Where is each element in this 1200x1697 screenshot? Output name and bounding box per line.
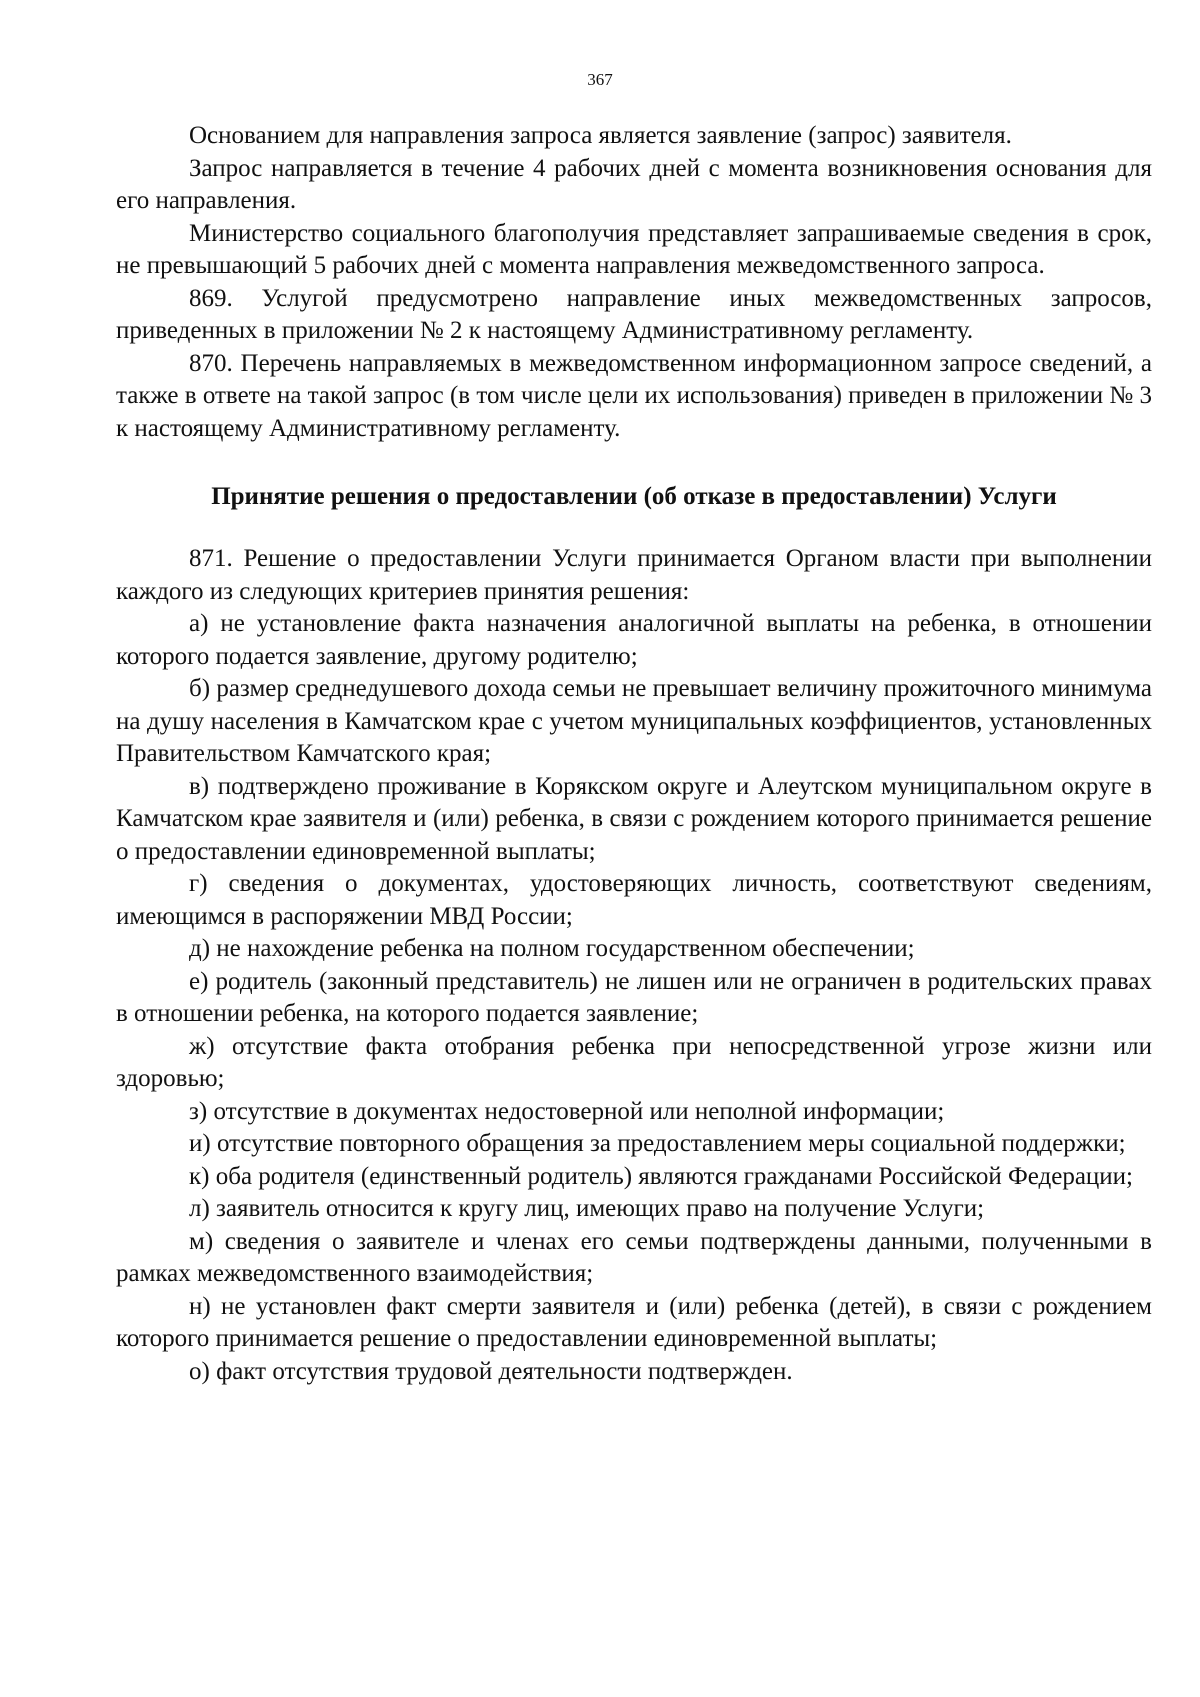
criterion-v: в) подтверждено проживание в Корякском округе и Алеутском муниципальном округе в Камчатском крае заявителя и (или) ребенка, в связи с рождением которого принимается решение о предоставлении единовременной выплаты; <box>116 772 1152 865</box>
paragraph-request-term: Запрос направляется в течение 4 рабочих дней с момента возникновения основания для его направления. <box>116 154 1152 214</box>
criterion-o: о) факт отсутствия трудовой деятельности подтвержден. <box>189 1357 793 1385</box>
criterion-l: л) заявитель относится к кругу лиц, имеющих право на получение Услуги; <box>189 1195 985 1222</box>
paragraph-basis: Основанием для направления запроса является заявление (запрос) заявителя. <box>189 122 1012 149</box>
paragraph-869: 869. Услугой предусмотрено направление иных межведомственных запросов, приведенных в приложении № 2 к настоящему Административному регламенту. <box>116 284 1152 344</box>
criterion-zh: ж) отсутствие факта отобрания ребенка при непосредственной угрозе жизни или здоровью; <box>116 1032 1152 1092</box>
criterion-e: е) родитель (законный представитель) не лишен или не ограничен в родительских правах в отношении ребенка, на которого подается заявление; <box>116 967 1152 1027</box>
paragraph-871: 871. Решение о предоставлении Услуги принимается Органом власти при выполнении каждого из следующих критериев принятия решения: <box>116 545 1152 605</box>
paragraph-870: 870. Перечень направляемых в межведомственном информационном запросе сведений, а также в ответе на такой запрос (в том числе цели их использования) приведен в приложении № 3 к настоящему Административному регламенту. <box>116 349 1152 442</box>
criterion-b: б) размер среднедушевого дохода семьи не превышает величину прожиточного минимума на душу населения в Камчатском крае с учетом муниципальных коэффициентов, установленных Правительством Камчатского края; <box>116 675 1152 767</box>
criterion-k: к) оба родителя (единственный родитель) являются гражданами Российской Федерации; <box>189 1162 1133 1190</box>
criterion-d: д) не нахождение ребенка на полном государственном обеспечении; <box>189 935 915 962</box>
document-body <box>116 120 1152 1388</box>
page-number: 367 <box>587 70 613 89</box>
criterion-a: а) не установление факта назначения аналогичной выплаты на ребенка, в отношении которого подается заявление, другому родителю; <box>116 610 1152 670</box>
criterion-z: з) отсутствие в документах недостоверной или неполной информации; <box>189 1097 945 1125</box>
criterion-m: м) сведения о заявителе и членах его семьи подтверждены данными, полученными в рамках межведомственного взаимодействия; <box>116 1227 1152 1287</box>
criterion-g: г) сведения о документах, удостоверяющих личность, соответствуют сведениям, имеющимся в распоряжении МВД России; <box>116 870 1152 930</box>
section-heading: Принятие решения о предоставлении (об отказе в предоставлении) Услуги <box>211 483 1057 510</box>
criterion-i: и) отсутствие повторного обращения за предоставлением меры социальной поддержки; <box>189 1130 1126 1157</box>
paragraph-ministry-response: Министерство социального благополучия представляет запрашиваемые сведения в срок, не превышающий 5 рабочих дней с момента направления межведомственного запроса. <box>116 219 1152 279</box>
criterion-n: н) не установлен факт смерти заявителя и (или) ребенка (детей), в связи с рождением которого принимается решение о предоставлении единовременной выплаты; <box>116 1292 1152 1352</box>
